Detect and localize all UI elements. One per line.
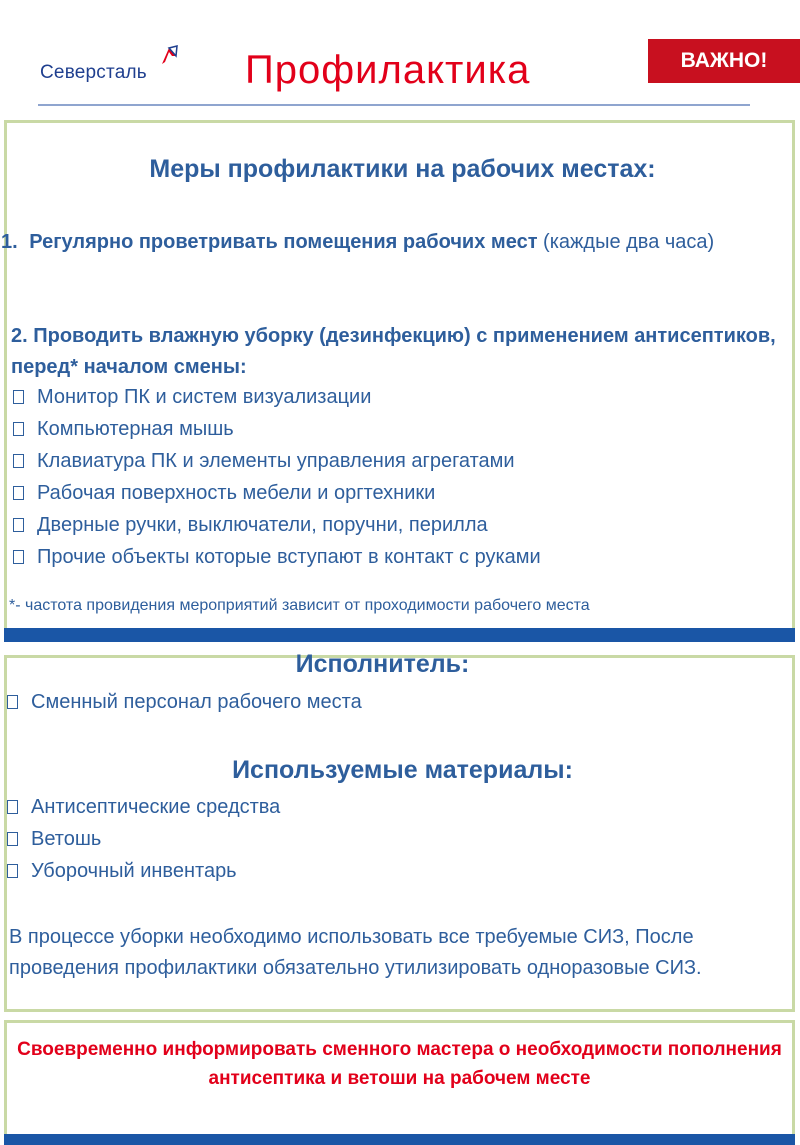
reminder-panel — [4, 1020, 795, 1142]
section-divider-bar — [4, 628, 795, 642]
objects-list — [7, 381, 541, 573]
severstal-logo — [38, 44, 188, 84]
item1-bold-text: Регулярно проветривать помещения рабочих мест — [29, 231, 538, 253]
bullet-box-icon — [7, 695, 18, 709]
item2-text: Проводить влажную уборку (дезинфекцию) с применением антисептиков, перед* началом смены: — [11, 325, 776, 378]
measures-heading: Меры профилактики на рабочих местах: — [149, 155, 656, 183]
list-item: Дверные ручки, выключатели, поручни, перилла — [7, 509, 541, 541]
bullet-box-icon — [13, 486, 24, 500]
list-item: Уборочный инвентарь — [1, 855, 280, 887]
list-item: Ветошь — [1, 823, 280, 855]
logo-mark-icon — [156, 44, 182, 68]
bullet-box-icon — [7, 800, 18, 814]
list-item: Компьютерная мышь — [7, 413, 541, 445]
frequency-footnote: *- частота провидения мероприятий зависит от проходимости рабочего места — [9, 597, 590, 614]
important-badge: ВАЖНО! — [648, 39, 800, 83]
measures-panel — [1, 120, 795, 640]
materials-heading: Используемые материалы: — [232, 756, 573, 784]
page-title: Профилактика — [245, 48, 531, 92]
reminder-text: Своевременно информировать сменного мастера о необходимости пополнения антисептика и ветоши на рабочем месте — [17, 1039, 782, 1089]
bullet-box-icon — [13, 390, 24, 404]
bottom-bar — [4, 1134, 795, 1145]
bullet-box-icon — [7, 832, 18, 846]
bullet-box-icon — [13, 422, 24, 436]
measure-item-1 — [1, 227, 771, 258]
list-item: Рабочая поверхность мебели и оргтехники — [7, 477, 541, 509]
list-item: Клавиатура ПК и элементы управления агрегатами — [7, 445, 541, 477]
item1-number: 1. — [1, 231, 18, 253]
measure-item-2 — [11, 321, 781, 383]
executor-heading: Исполнитель: — [295, 650, 470, 678]
list-item: Сменный персонал рабочего места — [1, 686, 362, 718]
item2-number: 2. — [11, 325, 28, 347]
header — [0, 0, 800, 112]
bullet-box-icon — [13, 550, 24, 564]
ppe-note: В процессе уборки необходимо использовать все требуемые СИЗ, После проведения профилактики обязательно утилизировать одноразовые СИЗ. — [9, 926, 702, 979]
bullet-box-icon — [13, 518, 24, 532]
header-divider — [38, 104, 750, 106]
bullet-box-icon — [13, 454, 24, 468]
materials-list — [1, 791, 280, 887]
executor-list — [1, 686, 362, 718]
list-item: Антисептические средства — [1, 791, 280, 823]
logo-text: Северсталь — [40, 62, 147, 83]
item1-rest-text: (каждые два часа) — [537, 231, 715, 253]
list-item: Монитор ПК и систем визуализации — [7, 381, 541, 413]
bullet-box-icon — [7, 864, 18, 878]
executor-materials-panel — [4, 650, 795, 1012]
list-item: Прочие объекты которые вступают в контакт с руками — [7, 541, 541, 573]
